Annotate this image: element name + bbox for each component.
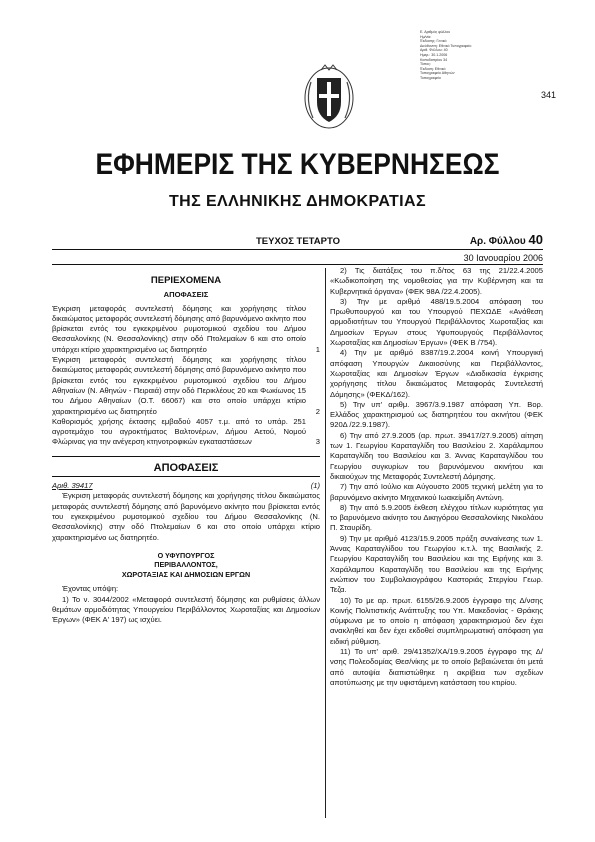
- sheet-number: [470, 232, 543, 247]
- header-rule-top: [52, 249, 543, 250]
- section-rule: [52, 476, 320, 477]
- printer-note: Ε. Αριθμός φύλλου Ημ/νία: Έκδοσης: Γενικό Διεύθυνση: Εθνικό Τυπογραφείο Αριθ. Φύλλου: 40 Ημερ.: 30.1.2006 Καποδιστρίου 34 Τύπος: Έκδοση: Εθνικό Τυπογραφείο Αθηνών Τυπογραφείο: [420, 30, 472, 80]
- right-column: [330, 266, 543, 688]
- having-regard: Έχοντας υπόψη:: [62, 584, 119, 594]
- toc-entry: [52, 355, 320, 417]
- toc-title: ΠΕΡΙΕΧΟΜΕΝΑ: [150, 275, 222, 286]
- sheet-label: Αρ. Φύλλου: [469, 236, 526, 247]
- toc-entry-text: Καθορισμός χρήσης έκτασης εμβαδού 4057 τ.μ. από το υπάρ. 251 αγροτεμάχιο του αγροκτήματος Βαλτονέρων, Δήμου Αετού, Νομού Φλώρινας για την ανέγερση κτηνοτροφικών εγκαταστάσεων: [52, 416, 306, 447]
- column-divider: [325, 268, 326, 818]
- left-column: [52, 276, 320, 626]
- toc-entry-page: 1: [315, 344, 320, 354]
- decision-number-row: [52, 481, 320, 491]
- paragraph: 8) Την από 5.9.2005 έκθεση ελέγχου τίτλων κυριότητας για το βαρυνόμενο ακίνητο του Δικηγόρου Θεσσαλονίκης Νικολάου Π. Σταυρίδη.: [330, 502, 543, 533]
- paragraph: 4) Την με αριθμό 8387/19.2.2004 κοινή Υπουργική απόφαση Υπουργών Δικαιοσύνης και Περιβάλλοντος, Χωροταξίας και Δημοσίων Έργων «Διαδικασία έγκρισης χορήγησης τίτλου δικαιώματος Μεταφοράς Συντελεστή Δόμησης» (ΦΕΚΔ/162).: [330, 348, 543, 399]
- paragraph: 11) Το υπ' αριθ. 29/41352/ΧΑ/19.9.2005 έγγραφο της Δ/νσης Πολεοδομίας Θεσ/νίκης με το οποίο βεβαιώνεται ότι μετά από αυτοψία διαπιστώθηκε η ακρίβεια των σχεδίων αποτύπωσης με την υφιστάμενη κατάσταση του κτιρίου.: [330, 646, 543, 687]
- gazette-subtitle: ΤΗΣ ΕΛΛΗΝΙΚΗΣ ΔΗΜΟΚΡΑΤΙΑΣ: [169, 193, 426, 210]
- toc-entry-page: 3: [315, 437, 320, 447]
- paragraph: 2) Τις διατάξεις του π.δ/τος 63 της 21/22.4.2005 «Κωδικοποίηση της νομοθεσίας για την Κυβέρνηση και τα Κυβερνητικά όργανα» (ΦΕΚ 98Α /22.4.2005).: [330, 266, 543, 296]
- paragraph: 6) Την από 27.9.2005 (αρ. πρωτ. 39417/27.9.2005) αίτηση των 1. Γεωργίου Καραταγλίδη του Βασιλείου 2. Χαράλαμπου Καραταγλίδη του Βασιλείου και 3. Άννας Καραταγλίδου του Γεωργίου συγκυρίων του βαρυνόμενου ακινήτου και δικαιούχων της Μεταφοράς Συντελεστή Δόμησης.: [330, 430, 543, 481]
- header-rule-bottom: [52, 264, 543, 265]
- greek-coat-of-arms-emblem: [301, 60, 357, 132]
- issue-date: 30 Ιανουαρίου 2006: [463, 253, 543, 263]
- paragraph: 9) Την με αριθμό 4123/15.9.2005 πράξη συναίνεσης των 1. Άννας Καραταγλίδου του Γεωργίου κ.τ.λ. της Βασιλικής 2. Γεωργίου Καραταγλίδη του Βασιλείου και της Ειρήνης και 3. Χαράλαμπου Καραταγλίδη του Βασιλείου και της Ειρήνης ενώπιον του Συμβολαιογράφου Καστοριάς Στεργίου Γεωρ. Τεζα.: [330, 533, 543, 595]
- decision-index: (1): [310, 481, 320, 491]
- toc-entry-page: 2: [315, 406, 320, 416]
- toc-entry: [52, 304, 320, 355]
- paragraph: 1) Το ν. 3044/2002 «Μεταφορά συντελεστή δόμησης και ρυθμίσεις άλλων θεμάτων αρμοδιότητας Υπουργείου Περιβάλλοντος Χωροταξίας και Δημοσίων Έργων» (ΦΕΚ Α' 197) ως ισχύει.: [52, 594, 320, 625]
- section-rule: [52, 456, 320, 457]
- issue-label: ΤΕΥΧΟΣ ΤΕΤΑΡΤΟ: [256, 236, 340, 247]
- paragraph: 7) Την από Ιούλιο και Αύγουστο 2005 τεχνική μελέτη για το βαρυνόμενο ακίνητο Μηχανικού Ιωακείμίδη Αντώνη.: [330, 482, 543, 502]
- toc-entry: [52, 417, 320, 448]
- paragraph: 10) Το με αρ. πρωτ. 6155/26.9.2005 έγγραφο της Δ/νσης Κοινής Πολιτιστικής Ανάπτυξης του Υπ. Μακεδονίας - Θράκης σύμφωνα με το οποίο η απόφαση χαρακτηρισμού δεν έχει ανακληθεί και δεν έχει εκδοθεί συμπληρωματική απόφαση για ειδική ρύθμιση.: [330, 595, 543, 646]
- decisions-section-title: ΑΠΟΦΑΣΕΙΣ: [153, 461, 219, 474]
- paragraph: 5) Την υπ' αριθμ. 3967/3.9.1987 απόφαση Υπ. Βορ. Ελλάδος χαρακτηρισμού ως διατηρητέου του ακινήτου (ΦΕΚ 920Δ /22.9.1987).: [330, 399, 543, 430]
- sheet-number-value: 40: [528, 232, 543, 247]
- toc-entry-text: Έγκριση μεταφοράς συντελεστή δόμησης και χορήγησης τίτλου δικαιώματος μεταφοράς συντελεστή δόμησης από βαρυνόμενο ακίνητο που βρίσκεται εντός του εγκεκριμένου ρυμοτομικού σχεδίου του Δήμου Αθηναίων (Ν. Αθηνών - Πειραιά) στην οδό Περικλέους 20 και Φωκίωνος 15 του Δήμου Αθηναίων (Ο.Τ. 66067) και στο οποίο υπάρχει κτίριο χαρακτηρισμένο ως διατηρητέο: [52, 355, 306, 416]
- toc-entry-text: Έγκριση μεταφοράς συντελεστή δόμησης και χορήγησης τίτλου δικαιώματος μεταφοράς συντελεστή δόμησης από βαρυνόμενο ακίνητο που βρίσκεται εντός του εγκεκριμένου ρυμοτομικού σχεδίου του Δήμου Θεσσαλονίκης (Ν. Θεσσαλονίκης) στην οδό Πτολεμαίων 6 και στο οποίο υπάρχει κτίριο χαρακτηρισμένο ως διατηρητέο: [52, 303, 306, 354]
- page-number: 341: [541, 90, 557, 100]
- paragraph: 3) Την με αριθμό 488/19.5.2004 απόφαση του Πρωθυπουργού και του Υπουργού ΠΕΧΩΔΕ «Ανάθεση αρμοδιοτήτων του Υπουργού Περιβάλλοντος Χωροταξίας και Δημοσίων Έργων στους Υφυπουργούς Περιβάλλοντος Χωροταξίας και Δημοσίων Έργων» (ΦΕΚ Β /754).: [330, 296, 543, 348]
- decision-summary: Έγκριση μεταφοράς συντελεστή δόμησης και χορήγησης τίτλου δικαιώματος μεταφοράς συντελεστή δόμησης από βαρυνόμενο ακίνητο που βρίσκεται εντός του εγκεκριμένου ρυμοτομικού σχεδίου του Δήμου Θεσσαλονίκης (Ν. Θεσσαλονίκης) στην οδό Πτολεμαίων 6 και στο οποίο υπάρχει κτίριο χαρακτηρισμένο ως διατηρητέο.: [52, 491, 320, 542]
- gazette-title: ΕΦΗΜΕΡΙΣ ΤΗΣ ΚΥΒΕΡΝΗΣΕΩΣ: [95, 148, 500, 181]
- minister-heading: Ο ΥΦΥΠΟΥΡΓΟΣ ΠΕΡΙΒΑΛΛΟΝΤΟΣ, ΧΩΡΟΤΑΞΙΑΣ ΚΑΙ ΔΗΜΟΣΙΩΝ ΕΡΓΩΝ: [121, 550, 251, 579]
- toc-subtitle: ΑΠΟΦΑΣΕΙΣ: [163, 290, 209, 300]
- decision-number: Αριθ. 39417: [52, 481, 93, 491]
